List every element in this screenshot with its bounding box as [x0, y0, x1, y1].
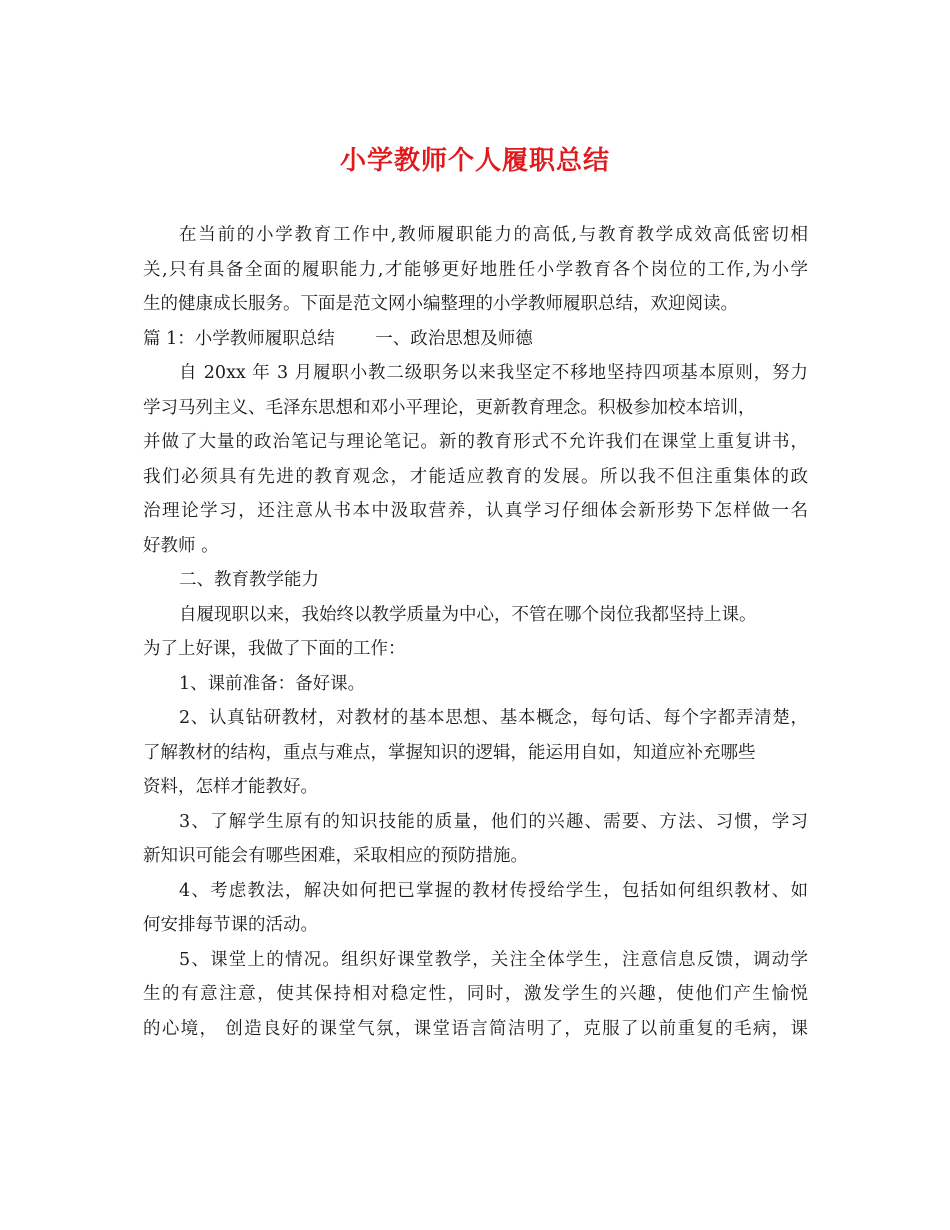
text-line: 1、课前准备：备好课。: [179, 673, 366, 694]
text-line: 生的健康成长服务。下面是范文网小编整理的小学教师履职总结，欢迎阅读。: [143, 294, 738, 314]
text-line: 的心境， 创造良好的课堂气氛，课堂语言简洁明了，克服了以前重复的毛病，课: [143, 1018, 808, 1039]
text-line: 自履现职以来，我始终以教学质量为中心，不管在哪个岗位我都坚持上课。: [179, 604, 757, 625]
text-line: 生的有意注意，使其保持相对稳定性，同时，激发学生的兴趣，使他们产生愉悦: [143, 984, 808, 1004]
text-line: 新知识可能会有哪些困难，采取相应的预防措施。: [143, 846, 528, 866]
document-title: 小学教师个人履职总结: [339, 146, 610, 176]
text-line: 治理论学习，还注意从书本中汲取营养，认真学习仔细体会新形势下怎样做一名: [143, 501, 808, 521]
text-line: 5、课堂上的情况。组织好课堂教学，关注全体学生，注意信息反馈，调动学: [179, 949, 808, 970]
text-line: 关,只有具备全面的履职能力,才能够更好地胜任小学教育各个岗位的工作,为小学: [143, 259, 808, 280]
text-line: 自 20xx 年 3 月履职小教二级职务以来我坚定不移地坚持四项基本原则，努力: [179, 363, 808, 383]
text-line: 二、教育教学能力: [179, 570, 319, 590]
text-line: 3、了解学生原有的知识技能的质量，他们的兴趣、需要、方法、习惯，学习: [179, 811, 808, 832]
text-line: 2、认真钻研教材，对教材的基本思想、基本概念，每句话、每个字都弄清楚，: [179, 708, 808, 728]
text-line: 4、考虑教法，解决如何把已掌握的教材传授给学生，包括如何组织教材、如: [179, 880, 808, 901]
text-line: 资料，怎样才能教好。: [143, 777, 318, 797]
text-line: 为了上好课，我做了下面的工作：: [143, 639, 406, 659]
text-line: 何安排每节课的活动。: [143, 915, 318, 935]
text-line: 我们必须具有先进的教育观念，才能适应教育的发展。所以我不但注重集体的政: [143, 466, 808, 487]
text-line: 了解教材的结构，重点与难点，掌握知识的逻辑，能运用自如，知道应补充哪些: [143, 742, 756, 763]
text-line: 在当前的小学教育工作中,教师履职能力的高低,与教育教学成效高低密切相: [179, 225, 808, 245]
text-line: 好教师 。: [143, 535, 219, 556]
document-body: [143, 218, 808, 1046]
text-line: 篇 1：小学教师履职总结 一、政治思想及师德: [143, 328, 533, 349]
text-line: 学习马列主义、毛泽东思想和邓小平理论，更新教育理念。积极参加校本培训，: [143, 397, 756, 418]
text-line: 并做了大量的政治笔记与理论笔记。新的教育形式不允许我们在课堂上重复讲书，: [143, 432, 808, 452]
